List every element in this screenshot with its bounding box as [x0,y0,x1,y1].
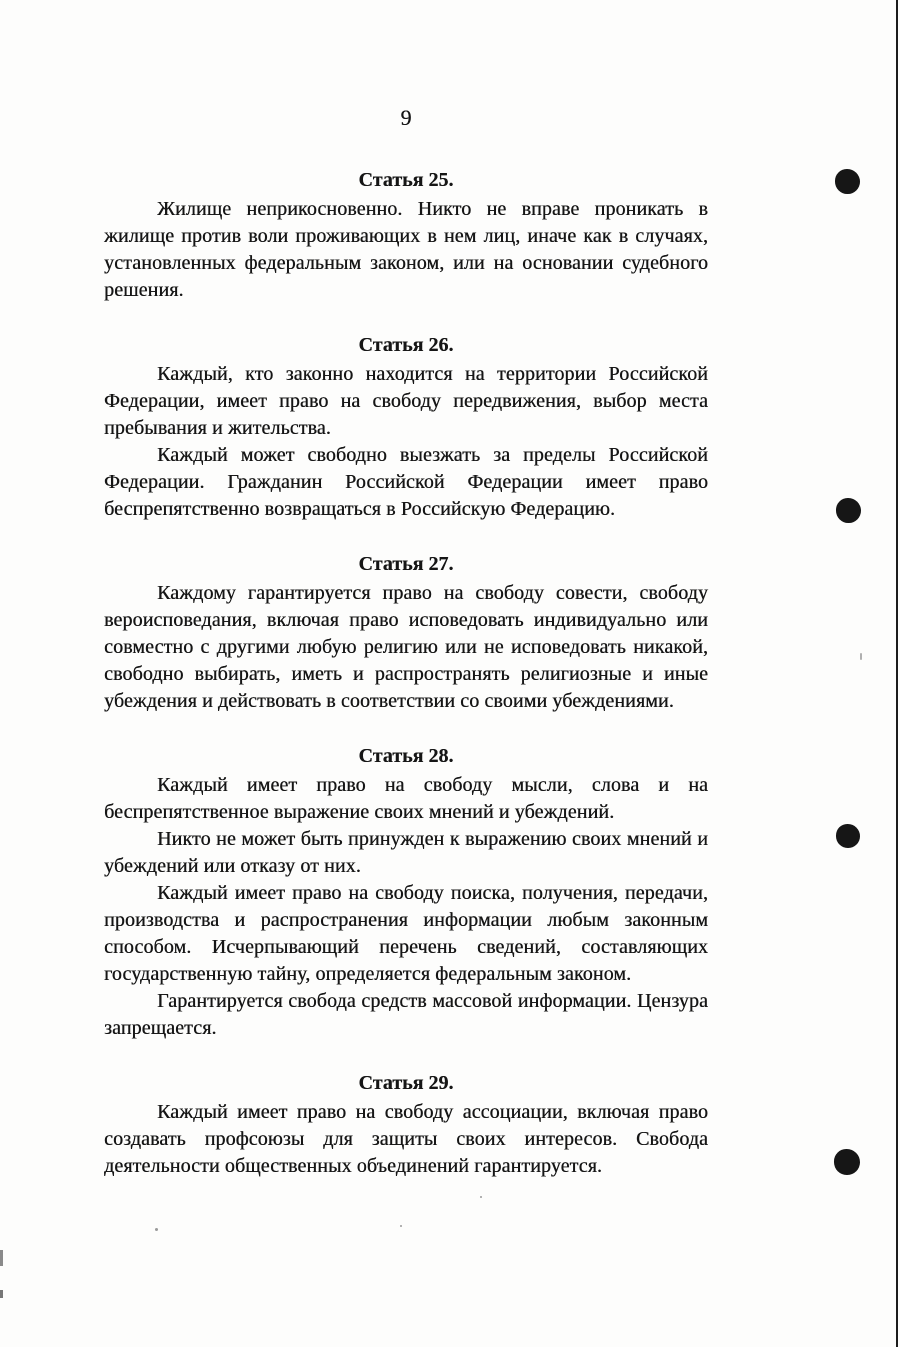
scan-edge-mark [0,1250,3,1266]
article-25-title: Статья 25. [358,169,454,191]
punch-dot [836,498,861,523]
scan-edge-line [896,0,898,1347]
dust-speck [860,653,862,660]
article-28-section [104,743,708,1042]
article-27-title: Статья 27. [358,553,454,575]
article-29-title: Статья 29. [358,1072,454,1094]
article-25-section [104,167,708,304]
page-number: 9 [400,105,412,130]
punch-dot [834,1149,860,1175]
scan-edge-mark [0,1290,3,1298]
dust-speck [400,1225,402,1227]
article-paragraph: Каждому гарантируется право на свободу совести, свободу вероисповедания, включая право исповедовать индивидуально или совместно с другими любую религию или не исповедовать никакой, свободно выбирать, иметь и распространять религиозные и иные убеждения и действовать в соответствии со своими убеждениями. [104,582,708,712]
article-paragraph: Каждый может свободно выезжать за пределы Российской Федерации. Гражданин Российской Федерации имеет право беспрепятственно возвращаться в Российскую Федерацию. [104,444,708,520]
dust-speck [480,1196,482,1198]
article-paragraph: Никто не может быть принужден к выражению своих мнений и убеждений или отказу от них. [104,828,708,877]
article-29-section [104,1070,708,1180]
punch-dot [836,824,860,848]
article-paragraph: Каждый имеет право на свободу мысли, слова и на беспрепятственное выражение своих мнений и убеждений. [104,774,708,823]
article-28-title: Статья 28. [358,745,454,767]
article-paragraph: Гарантируется свобода средств массовой информации. Цензура запрещается. [104,990,708,1039]
article-26-title: Статья 26. [358,334,454,356]
article-paragraph: Жилище неприкосновенно. Никто не вправе проникать в жилище против воли проживающих в нем лиц, иначе как в случаях, установленных федеральным законом, или на основании судебного решения. [104,198,708,301]
article-paragraph: Каждый, кто законно находится на территории Российской Федерации, имеет право на свободу передвижения, выбор места пребывания и жительства. [104,363,708,439]
article-26-section [104,332,708,523]
article-paragraph: Каждый имеет право на свободу ассоциации, включая право создавать профсоюзы для защиты своих интересов. Свобода деятельности общественных объединений гарантируется. [104,1101,708,1177]
article-paragraph: Каждый имеет право на свободу поиска, получения, передачи, производства и распространения информации любым законным способом. Исчерпывающий перечень сведений, составляющих государственную тайну, определяется федеральным законом. [104,882,708,985]
text-column [104,0,708,1180]
article-27-section [104,551,708,715]
punch-dot [835,169,860,194]
dust-speck [155,1228,158,1231]
